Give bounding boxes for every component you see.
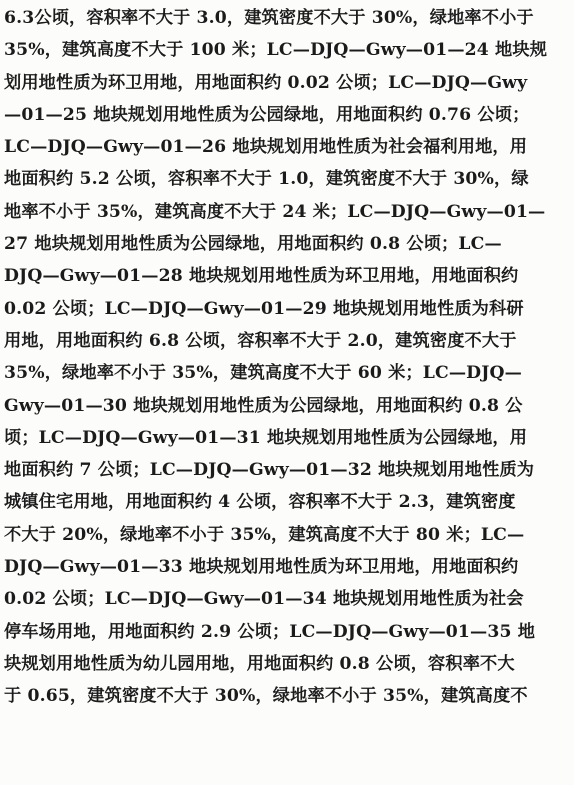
text-line: 块规划用地性质为幼儿园用地，用地面积约 0.8 公顷，容积率不大 [4, 653, 515, 674]
text-line: DJQ—Gwy—01—33 地块规划用地性质为环卫用地，用地面积约 [4, 557, 519, 578]
text-line: LC—DJQ—Gwy—01—26 地块规划用地性质为社会福利用地，用 [4, 137, 528, 158]
text-line: 地率不小于 35%，建筑高度不大于 24 米；LC—DJQ—Gwy—01— [4, 201, 546, 222]
text-line: 不大于 20%，绿地率不小于 35%，建筑高度不大于 80 米；LC— [4, 524, 525, 545]
text-line: 划用地性质为环卫用地，用地面积约 0.02 公顷；LC—DJQ—Gwy [4, 72, 528, 93]
text-line: 顷；LC—DJQ—Gwy—01—31 地块规划用地性质为公园绿地，用 [4, 427, 528, 448]
text-line: 用地，用地面积约 6.8 公顷，容积率不大于 2.0，建筑密度不大于 [4, 330, 517, 351]
text-line: 6.3公顷，容积率不大于 3.0，建筑密度不大于 30%，绿地率不小于 [4, 8, 534, 28]
text-line: Gwy—01—30 地块规划用地性质为公园绿地，用地面积约 0.8 公 [4, 395, 523, 416]
text-line: 35%，建筑高度不大于 100 米；LC—DJQ—Gwy—01—24 地块规 [4, 40, 548, 61]
text-line: 地面积约 7 公顷；LC—DJQ—Gwy—01—32 地块规划用地性质为 [4, 460, 535, 481]
text-line: —01—25 地块规划用地性质为公园绿地，用地面积约 0.76 公顷； [4, 104, 530, 125]
text-line: 0.02 公顷；LC—DJQ—Gwy—01—34 地块规划用地性质为社会 [4, 589, 524, 610]
text-line: 0.02 公顷；LC—DJQ—Gwy—01—29 地块规划用地性质为科研 [4, 298, 524, 319]
text-line: 地面积约 5.2 公顷，容积率不大于 1.0，建筑密度不大于 30%，绿 [4, 169, 529, 190]
text-line: 于 0.65，建筑密度不大于 30%，绿地率不小于 35%，建筑高度不 [4, 686, 528, 707]
text-line: 35%，绿地率不小于 35%，建筑高度不大于 60 米；LC—DJQ— [4, 363, 522, 384]
text-line: 27 地块规划用地性质为公园绿地，用地面积约 0.8 公顷；LC— [4, 234, 502, 255]
text-line: 城镇住宅用地，用地面积约 4 公顷，容积率不大于 2.3，建筑密度 [4, 492, 516, 513]
text-line: DJQ—Gwy—01—28 地块规划用地性质为环卫用地，用地面积约 [4, 266, 519, 287]
body-text [4, 2, 570, 713]
text-line: 停车场用地，用地面积约 2.9 公顷；LC—DJQ—Gwy—01—35 地 [4, 621, 536, 642]
